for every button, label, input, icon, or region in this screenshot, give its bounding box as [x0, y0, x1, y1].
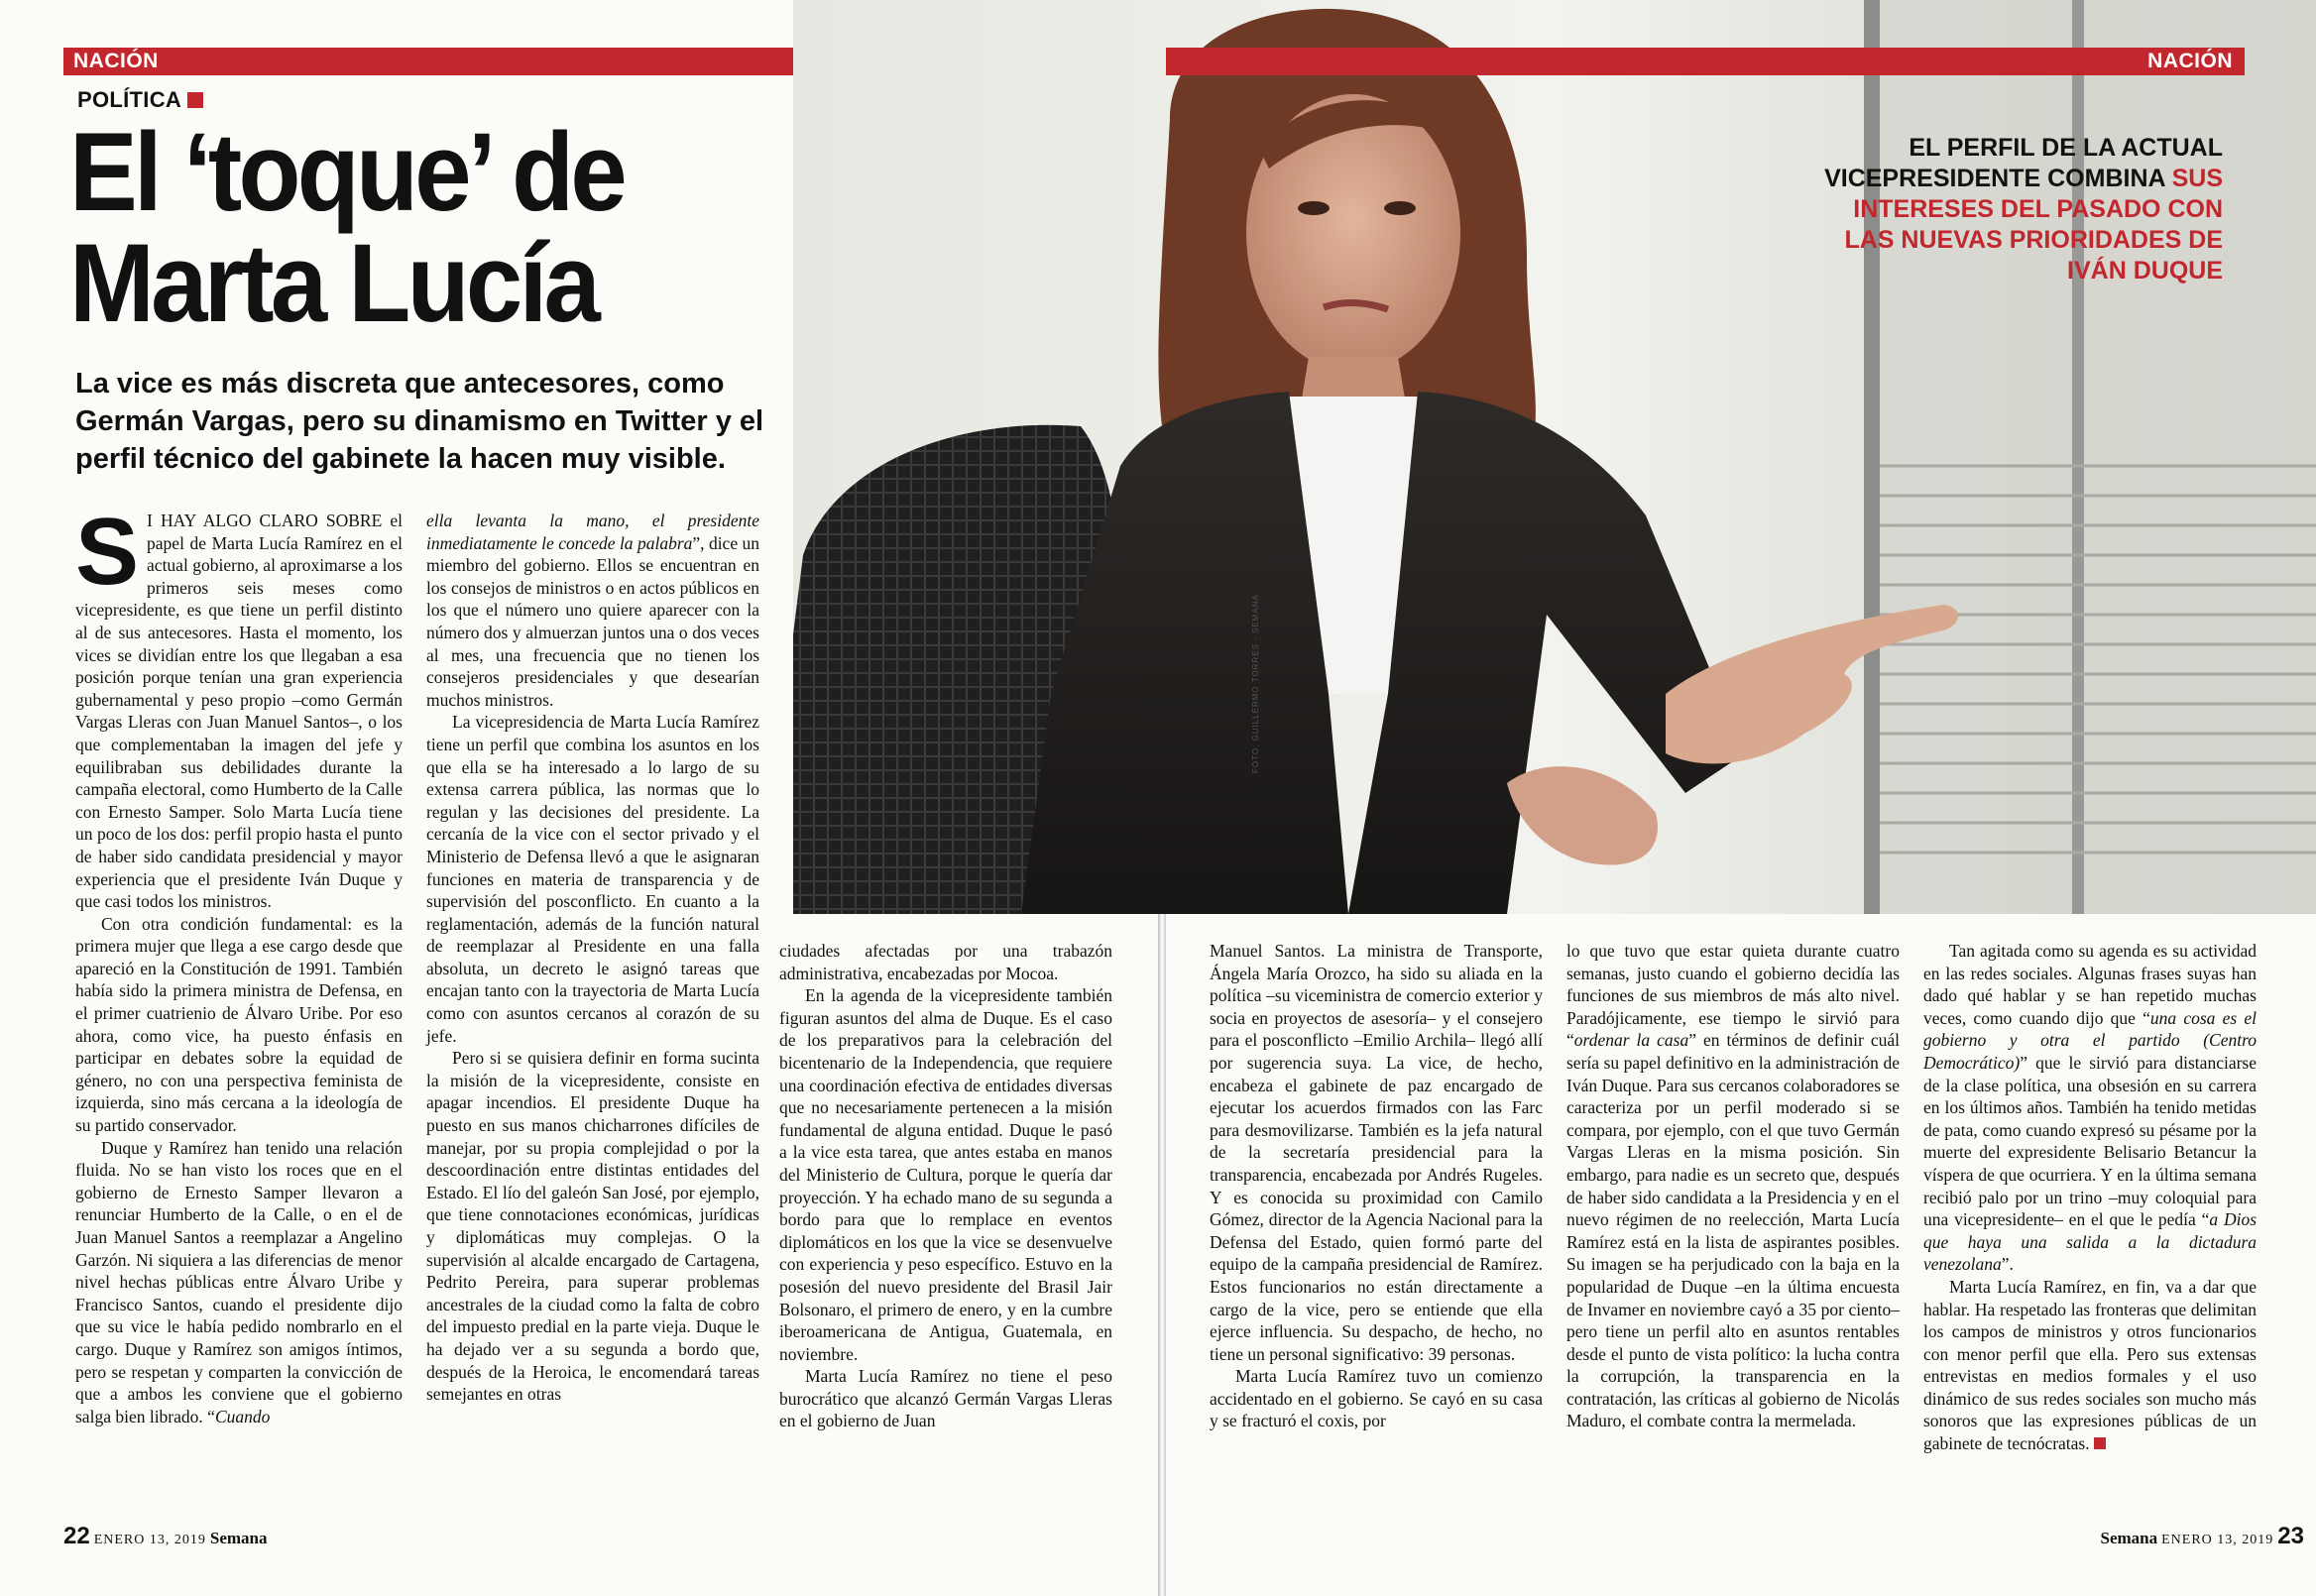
- section-bar-left: NACIÓN: [63, 48, 1150, 75]
- dropcap: S: [75, 499, 140, 605]
- magazine-left: Semana: [209, 1529, 268, 1547]
- paragraph-9: [1923, 940, 2257, 1276]
- page-number-left: 22: [63, 1523, 90, 1549]
- column-6: [1923, 940, 2257, 1455]
- pull-quote: [1806, 133, 2223, 286]
- deck: La vice es más discreta que antecesores, como Germán Vargas, pero su dinamismo en Twitter y el perfil técnico del gabinete la hacen muy visible.: [75, 368, 764, 475]
- paragraph-9-c: ”.: [2001, 1254, 2014, 1275]
- column-2-start: [426, 510, 759, 711]
- paragraph-9-a: Tan agitada como su agenda es su actividad en las redes sociales. Algunas frases suyas han dado qué hablar y se han repetido muchas veces, como cuando dijo que “: [1923, 941, 2257, 1028]
- column-3: [779, 940, 1112, 1432]
- right-page: [1166, 0, 2316, 1596]
- paragraph-1-text: I HAY ALGO CLARO SOBRE el papel de Marta Lucía Ramírez en el actual gobierno, al aproximarse a los primeros seis meses como vicepresidente, es que tiene un perfil distinto al de sus antecesores. Hasta el momento, los vices se dividían entre los que llegaban a esa posición porque tenían una gran experiencia gubernamental y peso propio –como Germán Vargas Lleras con Juan Manuel Santos–, o los que complementaban la imagen del jefe y equilibraban sus debilidades durante la campaña electoral, como Humberto de la Calle con Ernesto Samper. Solo Marta Lucía tiene un poco de los dos: perfil propio hasta el punto de haber sido candidata presidencial y mayor experiencia que el presidente Iván Duque y que casi todos los ministros.: [75, 511, 403, 912]
- date-left: ENERO 13, 2019: [93, 1533, 206, 1547]
- column-1: [75, 499, 403, 1427]
- paragraph-5: Pero si se quisiera definir en forma sucinta la misión de la vicepresidente, consiste en apagar incendios. El presidente Duque ha puesto en sus manos chicharrones difíciles de manejar, por su propia complejidad o por la descoordinación entre distintas entidades del Estado. El lío del galeón San José, por ejemplo, que tiene connotaciones económicas, jurídicas y diplomáticas muy complejas. O la supervisión al alcalde encargado de Cartagena, Pedrito Pereira, para superar problemas ancestrales de la ciudad como la falta de cobro del impuesto predial en la parte vieja. Duque le ha dejado ver a su segunda a bordo que, después de la Heroica, le encomendará tareas semejantes en otras: [426, 1048, 759, 1405]
- page-number-right: 23: [2277, 1523, 2304, 1549]
- paragraph-3-text: Duque y Ramírez han tenido una relación fluida. No se han visto los roces que en el gobierno de Ernesto Samper llevaron a renunciar Humberto de la Calle, o en el de Juan Manuel Santos a reemplazar a Angelino Garzón. Ni siquiera a las diferencias de menor nivel hechas públicas entre Álvaro Uribe y Francisco Santos, cuando el presidente dijo que su vice le había pedido nombrarlo en el cargo. Duque y Ramírez son amigos íntimos, pero se respetan y comparten la convicción de que a ambos les conviene que el gobierno salga bien librado. “: [75, 1137, 403, 1426]
- column-2: [426, 510, 759, 1406]
- paragraph-3: [75, 1137, 403, 1428]
- headline: [69, 110, 762, 345]
- rubric-square-icon: [187, 92, 203, 108]
- column-3-start: ciudades afectadas por una trabazón administrativa, encabezadas por Mocoa.: [779, 941, 1112, 983]
- rubric-label: POLÍTICA: [77, 87, 182, 112]
- paragraph-9-b: ” que le sirvió para distanciarse de la clase política, una obsesión en su carrera en los últimos años. También ha tenido metidas de pata, como cuando expresó su pésame por la muerte del expresidente Belisario Betancur la víspera de que ocurriera. Y en la última semana recibió palo por un trino –muy coloquial para una vicepresidente– en el que le pedía “: [1923, 1052, 2257, 1230]
- paragraph-8: Marta Lucía Ramírez tuvo un comienzo accidentado en el gobierno. Se cayó en su casa y se fracturó el coxis, por: [1210, 1366, 1543, 1431]
- date-right: ENERO 13, 2019: [2161, 1533, 2274, 1547]
- paragraph-6: En la agenda de la vicepresidente también figuran asuntos del alma de Duque. Es el caso de los preparativos para la celebración del bicentenario de la Independencia, que requiere una coordinación efectiva de entidades diversas que no necesariamente pertenecen a la misión fundamental de alguna entidad. Duque le pasó a la vice esta tarea, que antes estaba en manos del Ministerio de Cultura, porque le quería dar proyección. Y ha echado mano de su segunda a bordo para que lo remplace en eventos diplomáticos en los que la vice se desenvuelve con experiencia y peso específico. Estuvo en la posesión del nuevo presidente del Brasil Jair Bolsonaro, el primero de enero, y en la cumbre iberoamericana de Antigua, Guatemala, en noviembre.: [779, 985, 1112, 1364]
- paragraph-10: [1923, 1276, 2257, 1455]
- folio-right: [2056, 1523, 2304, 1550]
- column-4-start: Manuel Santos. La ministra de Transporte, Ángela María Orozco, ha sido su aliada en la política –su viceministra de comercio exterior y socia en proyectos de asesoría– y el consejero para el posconflicto –Emilio Archila– llegó allí por sugerencia suya. La vice, de hecho, encabeza el gabinete de paz encargado de ejecutar los acuerdos firmados con las Farc para desmovilizarse. También es la jefa natural de la secretaría presidencial para la transparencia, encabezada por Andrés Rugeles. Y es conocida su proximidad con Camilo Gómez, director de la Agencia Nacional para la Defensa del Estado, quien formó parte del equipo de la campaña presidencial de Ramírez. Estos funcionarios no están directamente a cargo de la vice, pero se entiende que ella ejerce influencia. Su despacho, de hecho, no tiene un personal significativo: 39 personas.: [1210, 941, 1543, 1364]
- headline-line1: El ‘toque’ de: [69, 110, 625, 234]
- column-5-rest: ” en términos de definir cuál sería su papel definitivo en la administración de Iván Duque. Para sus cercanos colaboradores se caracteriza por un perfil moderado si se compara, por ejemplo, con el que tuvo Germán Vargas Lleras en la misma posición. Sin embargo, para nadie es un secreto que, después de haber sido candidata a la Presidencia y en el nuevo régimen de no reelección, Marta Lucía Ramírez está en la lista de aspirantes posibles. Su imagen se ha perjudicado con la baja en la popularidad de Duque –en la última encuesta de Invamer en noviembre cayó a 35 por ciento– pero tiene un perfil alto en asuntos rentables desde el punto de vista político: la lucha contra la corrupción, la transparencia en la contratación, las críticas al gobierno de Nicolás Maduro, el combate contra la mermelada.: [1566, 1030, 1900, 1431]
- paragraph-9-italic-1: una cosa es el gobierno y otra el partido (Centro Democrático): [1923, 1007, 2257, 1073]
- column-5-italic: ordenar la casa: [1573, 1030, 1689, 1051]
- column-2-text: ”, dice un miembro del gobierno. Ellos se encuentran en los consejos de ministros o en actos públicos en los que el número uno quiere aparecer con la número dos y almuerzan juntos una o dos veces al mes, una frecuencia que no tienen los consejeros presidenciales y que desearían muchos ministros.: [426, 532, 759, 710]
- paragraph-1: [75, 499, 403, 913]
- photo-credit: FOTO: GUILLERMO TORRES - SEMANA: [1251, 594, 1260, 773]
- paragraph-4: La vicepresidencia de Marta Lucía Ramírez tiene un perfil que combina los asuntos en los que ella se ha interesado a lo largo de su extensa carrera pública, las normas que lo regulan y las decisiones del presidente. La cercanía de la vice con el sector privado y el Ministerio de Defensa llevó a que le asignaran funciones en materia de transparencia y de supervisión del posconflicto. En cuanto a la reglamentación, además de la función natural de reemplazar al Presidente en una falla absoluta, un decreto le asignó tareas que encajan tanto con la trayectoria de Marta Lucía como con asuntos cercanos al corazón de su jefe.: [426, 712, 759, 1046]
- paragraph-7: Marta Lucía Ramírez no tiene el peso burocrático que alcanzó Germán Vargas Lleras en el gobierno de Juan: [779, 1366, 1112, 1431]
- pull-quote-black: EL PERFIL DE LA ACTUAL VICEPRESIDENTE COMBINA: [1824, 134, 2223, 192]
- pull-quote-end: IVÁN DUQUE: [2067, 257, 2223, 285]
- column-4: [1210, 940, 1543, 1432]
- magazine-right: Semana: [2100, 1529, 2158, 1547]
- end-mark-icon: [2094, 1437, 2106, 1449]
- column-2-italic: ella levanta la mano, el presidente inmediatamente le concede la palabra: [426, 511, 759, 553]
- column-5-text: lo que tuvo que estar quieta durante cuatro semanas, justo cuando el gobierno decidía las funciones de sus miembros de más alto nivel. Paradójicamente, ese tiempo le sirvió para “: [1566, 941, 1900, 1051]
- paragraph-10-text: Marta Lucía Ramírez, en fin, va a dar que hablar. Ha respetado las fronteras que delimitan los campos de ministros y otros funcionarios con menor perfil que ella. Pero sus extensas entrevistas en medios formales y el uso dinámico de sus redes sociales son mucho más sonoros que las expresiones públicas de un gabinete de tecnócratas.: [1923, 1276, 2257, 1454]
- column-5: [1566, 940, 1900, 1432]
- paragraph-3-italic: Cuando: [214, 1406, 271, 1426]
- pull-quote-red: SUS INTERESES DEL PASADO CON LAS NUEVAS PRIORIDADES DE: [1844, 165, 2223, 254]
- column-5-start: [1566, 940, 1900, 1432]
- paragraph-9-italic-2: a Dios que haya una salida a la dictadura venezolana: [1923, 1209, 2257, 1275]
- headline-line2: Marta Lucía: [69, 221, 598, 345]
- section-bar-right: NACIÓN: [1166, 48, 2245, 75]
- paragraph-2: Con otra condición fundamental: es la primera mujer que llega a ese cargo desde que apareció en la Constitución de 1991. También había sido la primera ministra de Defensa, en el primer cuatrienio de Álvaro Uribe. Por eso ahora, como vice, ha puesto énfasis en participar en debates sobre la equidad de género, no con una perspectiva feminista de izquierda, sino más cercana a la ideología de su partido conservador.: [75, 913, 403, 1136]
- folio-left: [63, 1523, 268, 1550]
